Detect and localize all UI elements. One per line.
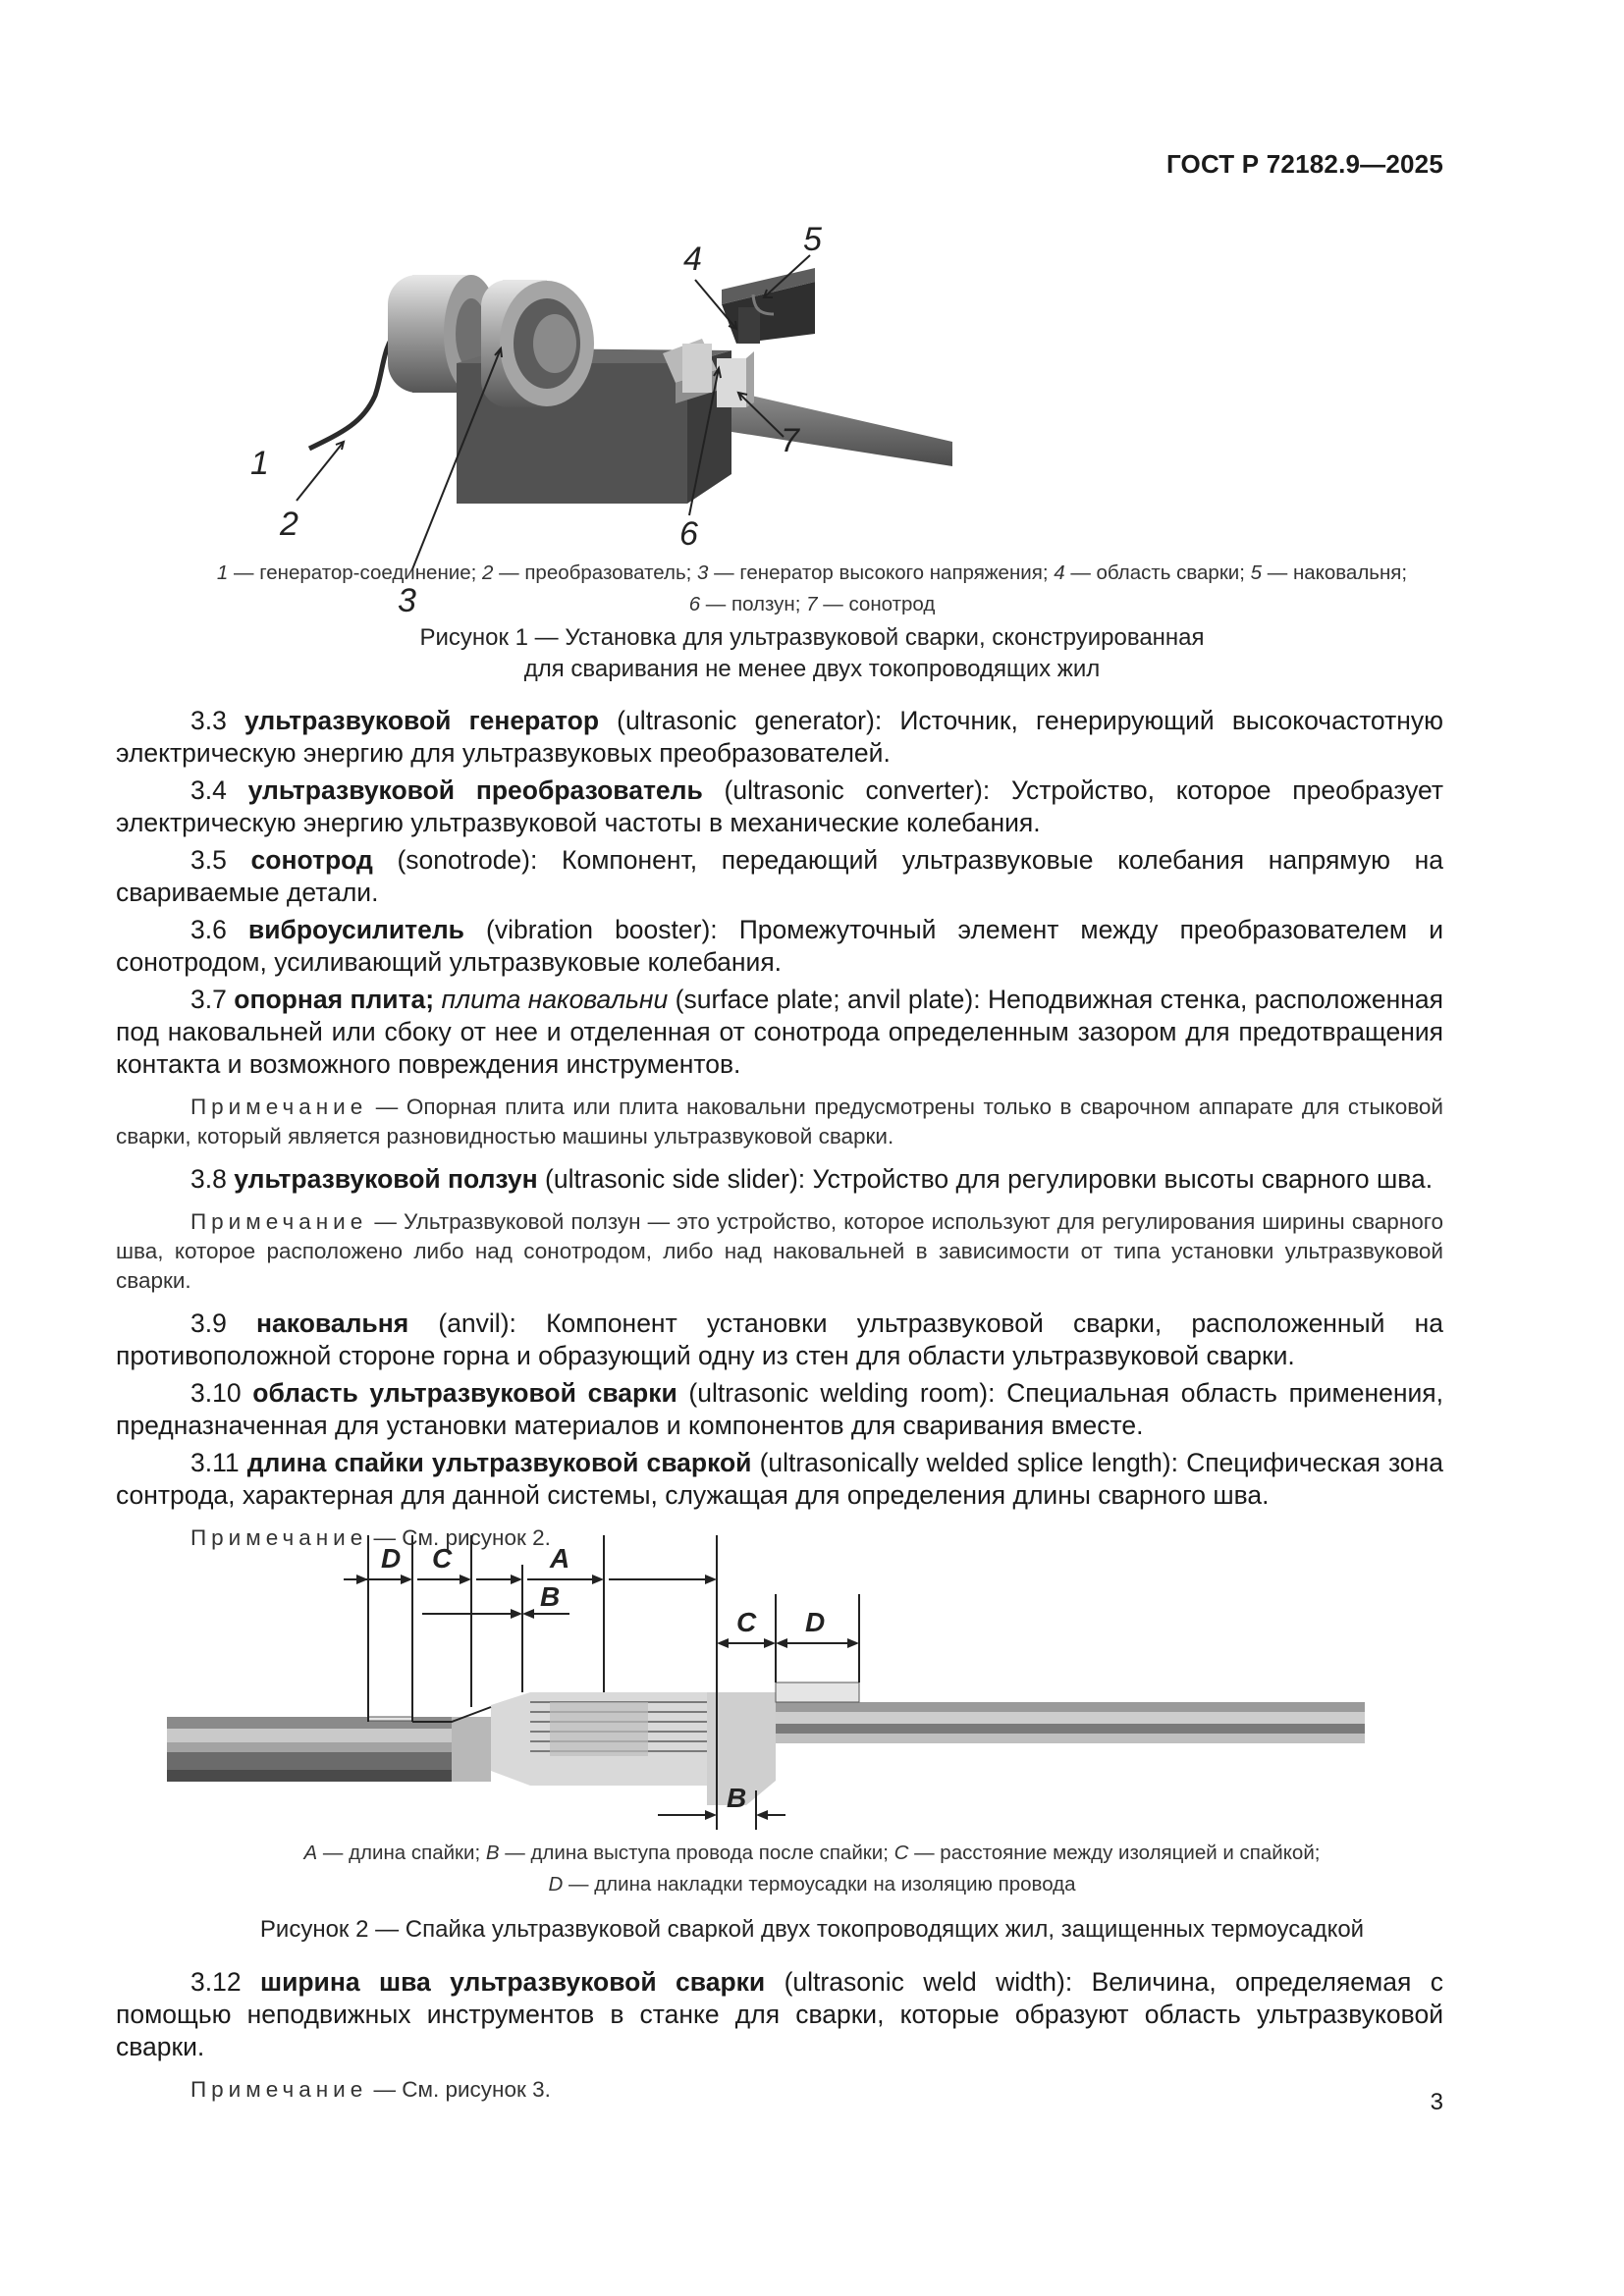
term-3-8: 3.8 ультразвуковой ползун (ultrasonic side slider): Устройство для регулировки высоты сварного шва. [190, 1164, 1434, 1194]
standard-number: ГОСТ Р 72182.9—2025 [1165, 149, 1443, 179]
figure-2-legend-line-2 [108, 1869, 1516, 1900]
dim-label-b-top: B [540, 1581, 561, 1612]
figure-1-legend [108, 558, 1516, 620]
dim-label-b-bottom: B [727, 1783, 747, 1813]
label-7: 7 [781, 422, 799, 459]
label-1: 1 [250, 445, 269, 482]
legend-item: 2 — преобразователь; [482, 561, 698, 584]
figure-1-caption-line-2: для сваривания не менее двух токопроводящих жил [523, 656, 1101, 682]
term-3-3: 3.3 ультразвуковой генератор (ultrasonic generator): Источник, генерирующий высокочастотную электрическую энергию для ультразвуковых преобразователей. [116, 706, 1443, 768]
legend-item: C — расстояние между изоляцией и спайкой; [893, 1842, 1321, 1864]
legend-item: B — длина выступа провода после спайки; [485, 1842, 894, 1864]
figure-2-splice [157, 1535, 1394, 1825]
dim-label-a: A [550, 1543, 570, 1574]
term-3-7: 3.7 опорная плита; плита наковальни (surface plate; anvil plate): Неподвижная стенка, расположенная под наковальней или сбоку от нее и отделенная от сонотрода определенным зазором для предотвращения контакта и возможного повреждения инструментов. [116, 985, 1443, 1079]
note-3-11: Примечание — См. рисунок 2. [190, 1525, 551, 1550]
term-3-11: 3.11 длина спайки ультразвуковой сваркой (ultrasonically welded splice length): Специфическая зона сонтрода, характерная для данной системы, служащая для определения длины сварного шва. [116, 1448, 1443, 1510]
note-3-12: Примечание — См. рисунок 3. [190, 2077, 551, 2102]
dim-label-c-right: C [736, 1607, 757, 1637]
term-3-6: 3.6 виброусилитель (vibration booster): Промежуточный элемент между преобразователем и сонотродом, усиливающий ультразвуковые колебания. [116, 915, 1443, 977]
terms-section-2 [116, 1966, 1443, 2105]
legend-item: 5 — наковальня; [1250, 561, 1408, 584]
dim-label-d-left: D [381, 1543, 402, 1574]
legend-item: 6 — ползун; [688, 593, 807, 615]
legend-item: 1 — генератор-соединение; [216, 561, 483, 584]
dim-label-c-left: C [432, 1543, 453, 1574]
page-number: 3 [1430, 2089, 1443, 2115]
label-4: 4 [683, 240, 702, 278]
term-3-12: 3.12 ширина шва ультразвуковой сварки (ultrasonic weld width): Величина, определяемая с помощью неподвижных инструментов в станке для сварки, которые образуют область ультразвуковой сварки. [116, 1967, 1443, 2061]
legend-item: A — длина спайки; [303, 1842, 486, 1864]
term-3-4: 3.4 ультразвуковой преобразователь (ultrasonic converter): Устройство, которое преобразует электрическую энергию ультразвуковой частоты в механические колебания. [116, 775, 1444, 837]
term-3-9: 3.9 наковальня (anvil): Компонент установки ультразвуковой сварки, расположенный на противоположной стороне горна и образующий одну из стен для области ультразвуковой сварки. [116, 1308, 1443, 1370]
label-6: 6 [679, 515, 698, 553]
figure-1-legend-line-1 [108, 558, 1516, 589]
label-3: 3 [398, 582, 416, 619]
terms-section [116, 705, 1443, 1553]
figure-2-legend-line-1 [108, 1838, 1516, 1869]
figure-1-caption-line-1: Рисунок 1 — Установка для ультразвуковой сварки, сконструированная [419, 624, 1205, 651]
legend-item: 3 — генератор высокого напряжения; [697, 561, 1055, 584]
term-3-10: 3.10 область ультразвуковой сварки (ultrasonic welding room): Специальная область применения, предназначенная для установки материалов и компонентов для сваривания вместе. [116, 1378, 1443, 1440]
figure-1-legend-line-2 [108, 589, 1516, 620]
legend-item: 4 — область сварки; [1054, 561, 1251, 584]
legend-item: D — длина накладки термоусадки на изоляцию провода [548, 1873, 1076, 1896]
figure-2-legend [108, 1838, 1516, 1900]
term-3-5: 3.5 сонотрод (sonotrode): Компонент, передающий ультразвуковые колебания напрямую на свариваемые детали. [116, 845, 1443, 907]
label-5: 5 [803, 221, 822, 258]
note-3-7: Примечание — Опорная плита или плита наковальни предусмотрены только в сварочном аппарате для стыковой сварки, который является разновидностью машины ультразвуковой сварки. [116, 1095, 1443, 1148]
figure-1-caption [108, 622, 1516, 685]
note-3-8: Примечание — Ультразвуковой ползун — это устройство, которое используют для регулирования ширины сварного шва, которое расположено либо над сонотродом, либо над наковальней в зависимости от типа установки ультразвуковой сварки. [116, 1209, 1443, 1293]
dim-label-d-right: D [805, 1607, 826, 1637]
label-2: 2 [280, 506, 298, 543]
figure-2-caption: Рисунок 2 — Спайка ультразвуковой сваркой двух токопроводящих жил, защищенных термоусадкой [259, 1916, 1365, 1943]
legend-item: 7 — сонотрод [806, 593, 936, 615]
